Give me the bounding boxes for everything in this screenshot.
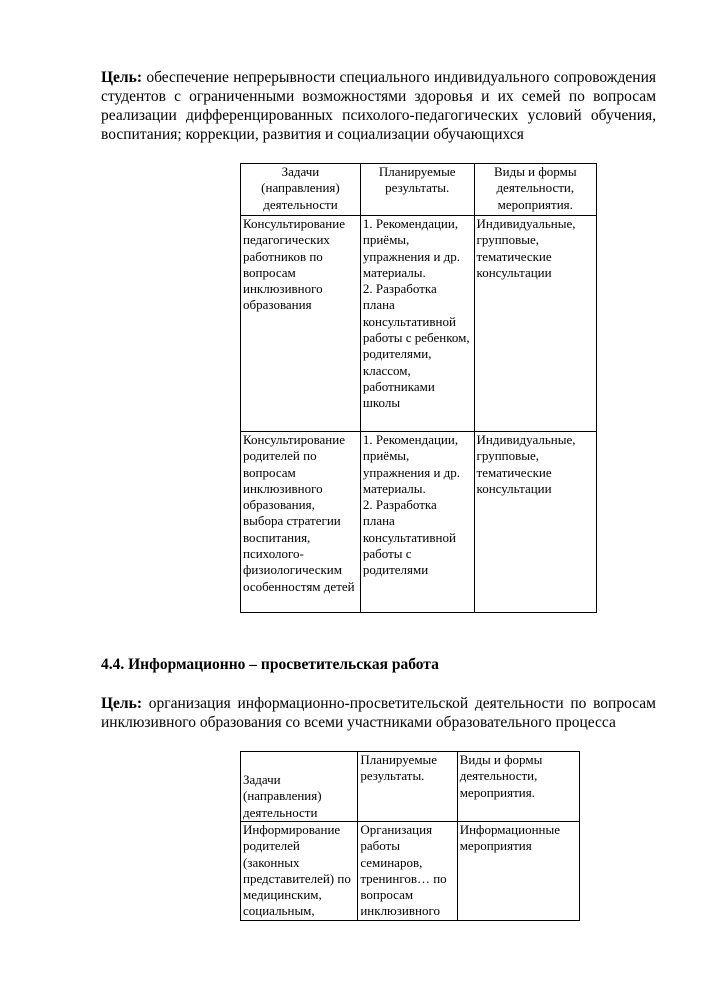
cell-form: Индивидуальные, групповые, тематические консультации bbox=[474, 432, 596, 613]
table-row bbox=[241, 822, 580, 921]
cell-result: 1. Рекомендации, приёмы, упражнения и др. материалы. 2. Разработка плана консультативной работы с родителями bbox=[360, 432, 474, 613]
header-forms: Виды и формы деятельности, мероприятия. bbox=[457, 752, 579, 822]
cell-form: Информационные мероприятия bbox=[457, 822, 579, 921]
information-table bbox=[240, 751, 580, 921]
header-tasks: Задачи (направления) деятельности bbox=[241, 164, 361, 216]
cell-result: Организация работы семинаров, тренингов… по вопросам инклюзивного bbox=[358, 822, 457, 921]
goal-text: обеспечение непрерывности специального индивидуального сопровождения студентов с ограниченными возможностями здоровья и их семей по вопросам реализации дифференцированных психолого-педагогических условий обучения, воспитания; коррекции, развития и социализации обучающихся bbox=[101, 69, 656, 143]
table-header-row bbox=[241, 164, 597, 216]
table-row bbox=[241, 432, 597, 613]
cell-task: Информирование родителей (законных представителей) по медицинским, социальным, bbox=[241, 822, 358, 921]
goal-paragraph-2 bbox=[101, 694, 656, 732]
goal-label: Цель: bbox=[101, 69, 142, 86]
header-results: Планируемые результаты. bbox=[360, 164, 474, 216]
cell-task: Консультирование педагогических работников по вопросам инклюзивного образования bbox=[241, 216, 361, 432]
cell-form: Индивидуальные, групповые, тематические консультации bbox=[474, 216, 596, 432]
cell-task: Консультирование родителей по вопросам инклюзивного образования, выбора стратегии воспитания, психолого-физиологическим особенностям детей bbox=[241, 432, 361, 613]
table-header-row bbox=[241, 752, 580, 822]
header-forms: Виды и формы деятельности, мероприятия. bbox=[474, 164, 596, 216]
goal-paragraph-1 bbox=[101, 68, 656, 144]
section-heading: 4.4. Информационно – просветительская работа bbox=[101, 656, 439, 673]
header-results: Планируемые результаты. bbox=[358, 752, 457, 822]
consulting-table bbox=[240, 163, 597, 613]
goal-text: организация информационно-просветительской деятельности по вопросам инклюзивного образования со всеми участниками образовательного процесса bbox=[101, 695, 656, 731]
goal-label: Цель: bbox=[101, 695, 142, 712]
header-tasks: Задачи (направления) деятельности bbox=[241, 752, 358, 822]
cell-result: 1. Рекомендации, приёмы, упражнения и др. материалы. 2. Разработка плана консультативной работы с ребенком, родителями, классом, работниками школы bbox=[360, 216, 474, 432]
table-row bbox=[241, 216, 597, 432]
